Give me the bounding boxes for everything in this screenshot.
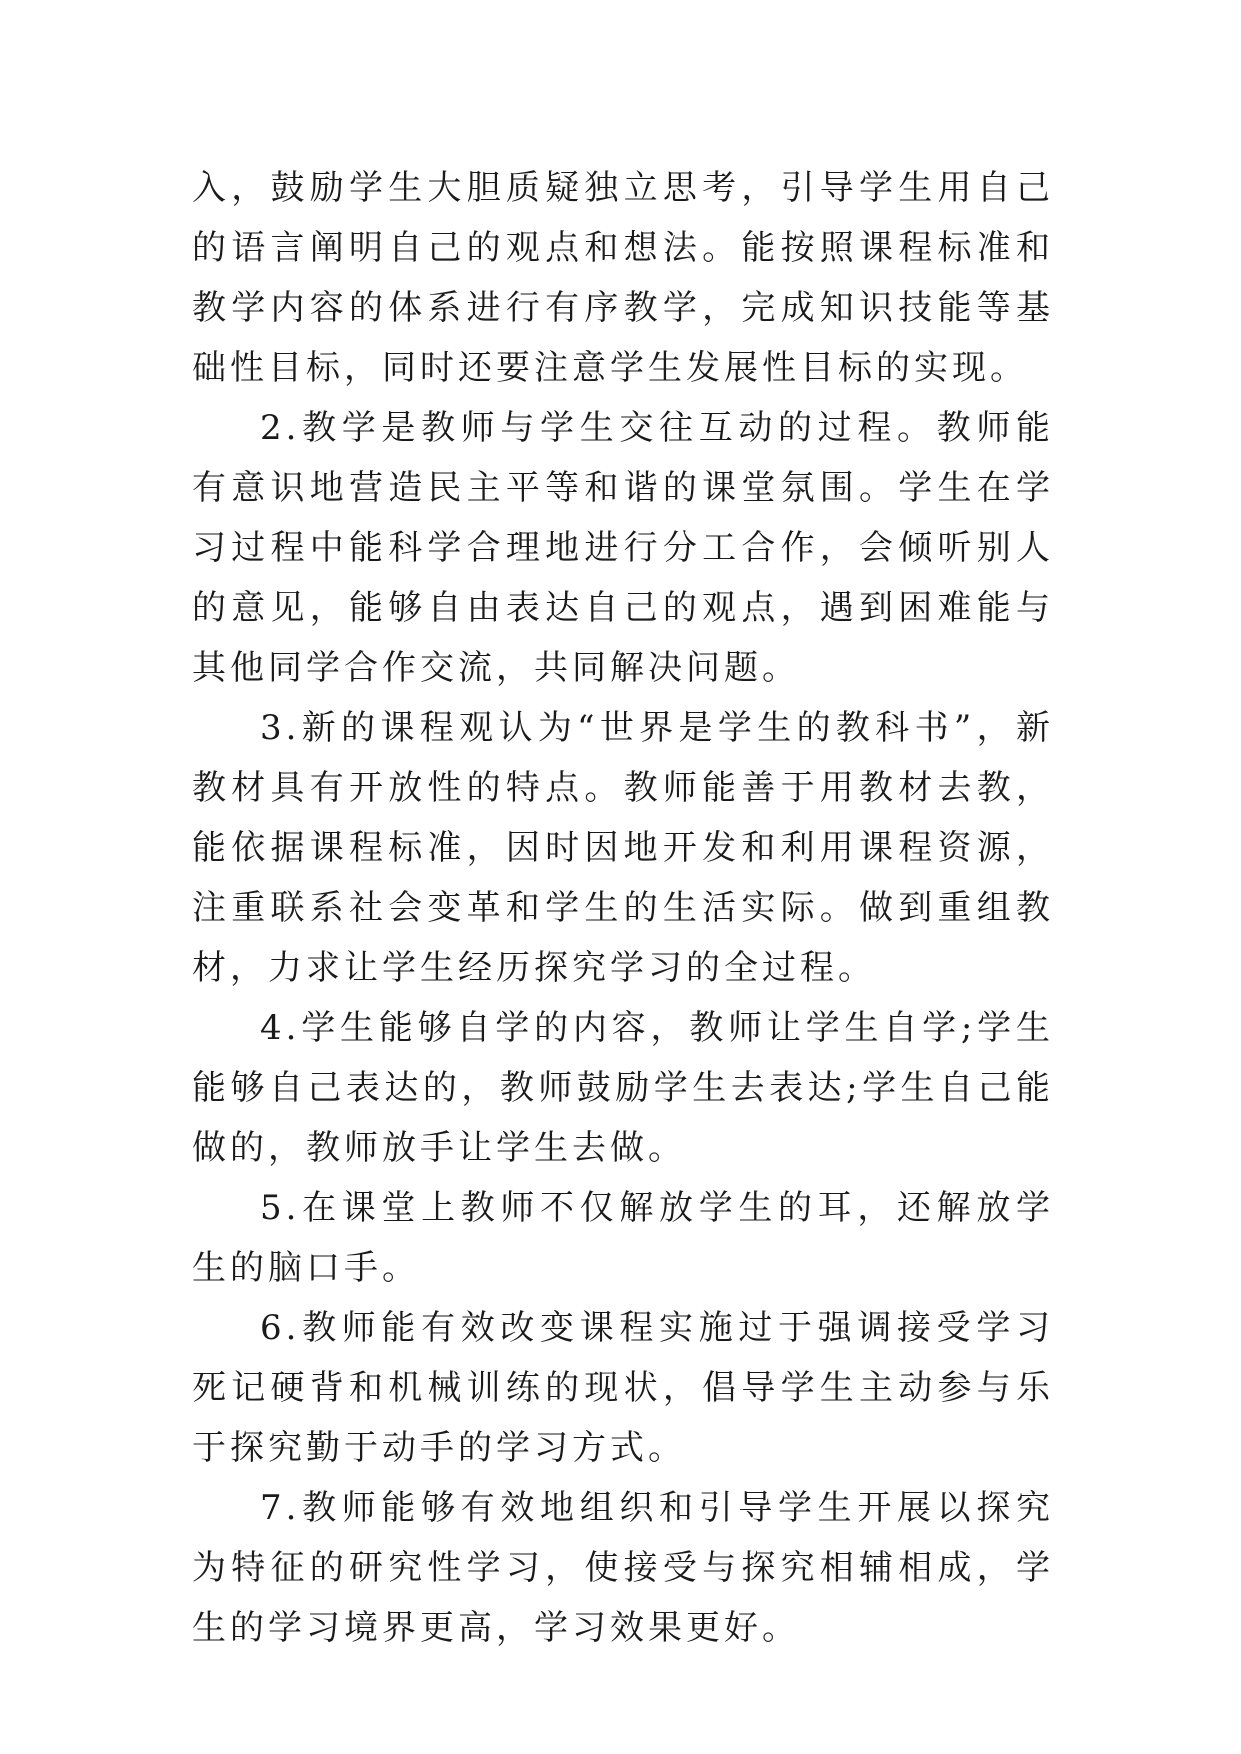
paragraph-item-7: 7.教师能够有效地组织和引导学生开展以探究为特征的研究性学习，使接受与探究相辅相成，学生的学习境界更高，学习效果更好。 — [192, 1488, 1054, 1648]
paragraph-item-3: 3.新的课程观认为“世界是学生的教科书”，新教材具有开放性的特点。教师能善于用教材去教，能依据课程标准，因时因地开发和利用课程资源，注重联系社会变革和学生的生活实际。做到重组教材，力求让学生经历探究学习的全过程。 — [192, 708, 1054, 988]
paragraph-item-2: 2.教学是教师与学生交往互动的过程。教师能有意识地营造民主平等和谐的课堂氛围。学生在学习过程中能科学合理地进行分工合作，会倾听别人的意见，能够自由表达自己的观点，遇到困难能与其他同学合作交流，共同解决问题。 — [192, 408, 1054, 688]
body-text — [192, 158, 1054, 1658]
paragraph-item-4: 4.学生能够自学的内容，教师让学生自学;学生能够自己表达的，教师鼓励学生去表达;学生自己能做的，教师放手让学生去做。 — [192, 1008, 1054, 1168]
paragraph-item-5: 5.在课堂上教师不仅解放学生的耳，还解放学生的脑口手。 — [192, 1188, 1054, 1288]
paragraph-continuation: 入，鼓励学生大胆质疑独立思考，引导学生用自己的语言阐明自己的观点和想法。能按照课程标准和教学内容的体系进行有序教学，完成知识技能等基础性目标，同时还要注意学生发展性目标的实现。 — [192, 168, 1054, 388]
paragraph-item-6: 6.教师能有效改变课程实施过于强调接受学习死记硬背和机械训练的现状，倡导学生主动参与乐于探究勤于动手的学习方式。 — [192, 1308, 1054, 1468]
